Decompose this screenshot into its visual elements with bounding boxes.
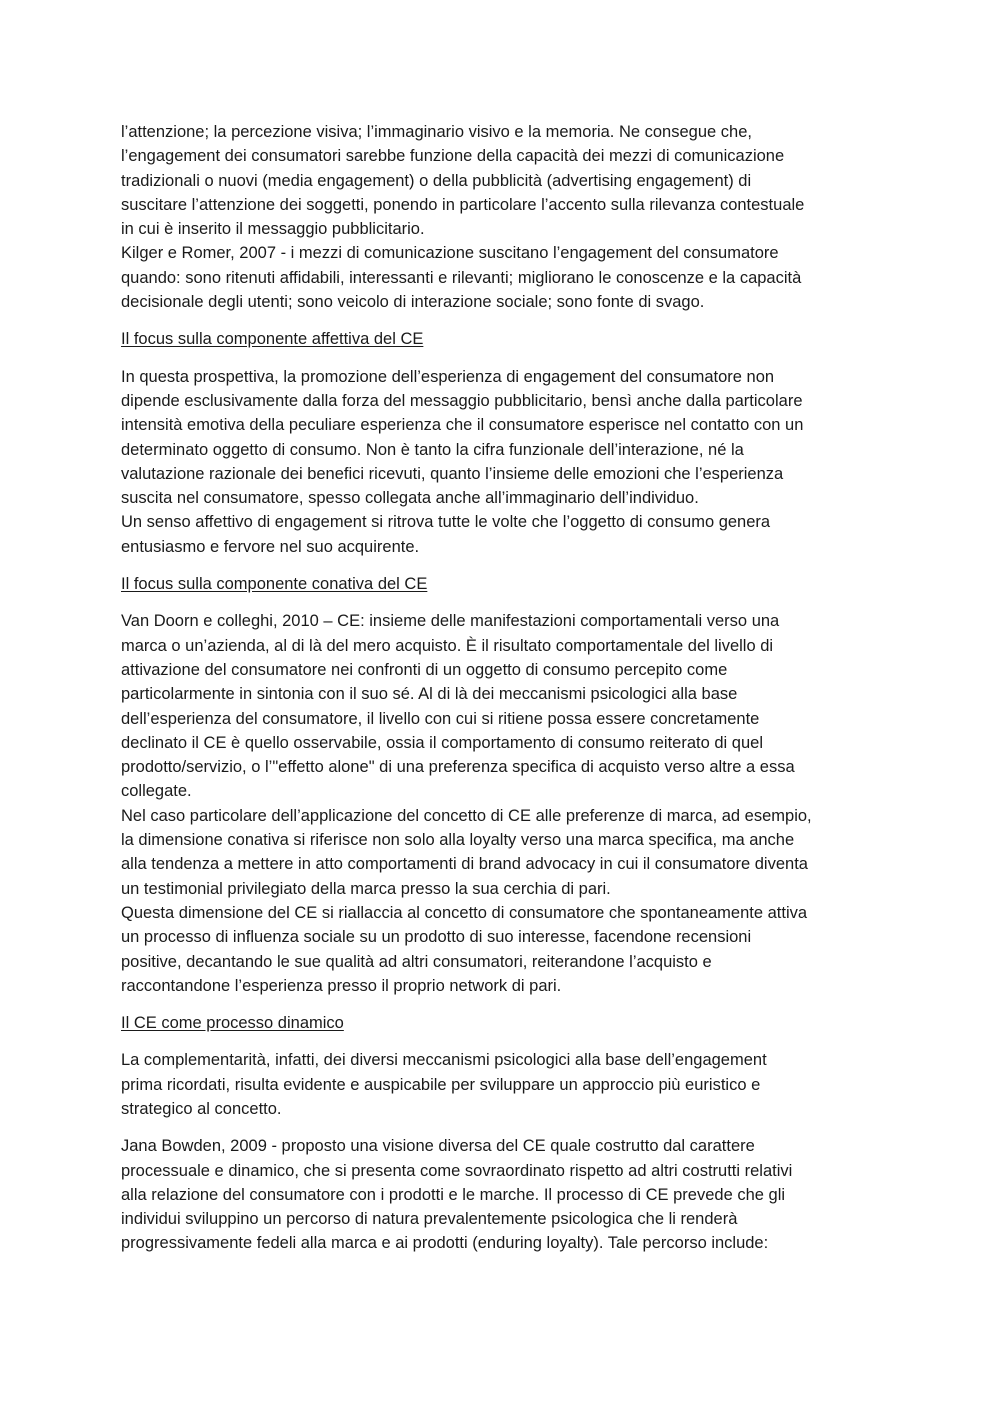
paragraph-media-engagement bbox=[121, 120, 881, 314]
text-line: Van Doorn e colleghi, 2010 – CE: insieme delle manifestazioni comportamentali verso una bbox=[121, 612, 780, 631]
text-line: collegate. bbox=[121, 782, 192, 801]
text-line: entusiasmo e fervore nel suo acquirente. bbox=[121, 537, 420, 556]
text-line: alla relazione del consumatore con i prodotti e le marche. Il processo di CE prevede che gli bbox=[121, 1185, 786, 1204]
text-line: marca o un’azienda, al di là del mero acquisto. È il risultato comportamentale del livello di bbox=[121, 636, 774, 655]
document-page bbox=[121, 120, 881, 1256]
paragraph-complementarity bbox=[121, 1048, 881, 1121]
text-line: Jana Bowden, 2009 - proposto una visione diversa del CE quale costrutto dal carattere bbox=[121, 1137, 755, 1156]
text-line: In questa prospettiva, la promozione dell’esperienza di engagement del consumatore non bbox=[121, 367, 775, 386]
text-line: processuale e dinamico, che si presenta come sovraordinato rispetto ad altri costrutti relativi bbox=[121, 1161, 793, 1180]
text-line: l’attenzione; la percezione visiva; l’immaginario visivo e la memoria. Ne consegue che, bbox=[121, 123, 752, 141]
text-line: positive, decantando le sue qualità ad altri consumatori, reiterandone l’acquisto e bbox=[121, 952, 712, 971]
text-line: Un senso affettivo di engagement si ritrova tutte le volte che l’oggetto di consumo genera bbox=[121, 513, 771, 532]
paragraph-conative bbox=[121, 609, 881, 998]
text-line: strategico al concetto. bbox=[121, 1099, 282, 1118]
section-heading-conative: Il focus sulla componente conativa del CE bbox=[121, 575, 428, 594]
text-line: Questa dimensione del CE si riallaccia al concetto di consumatore che spontaneamente attiva bbox=[121, 903, 808, 922]
text-line: intensità emotiva della peculiare esperienza che il consumatore esperisce nel contatto con un bbox=[121, 416, 804, 435]
text-line: suscitare l’attenzione dei soggetti, ponendo in particolare l’accento sulla rilevanza contestuale bbox=[121, 195, 805, 214]
text-line: progressivamente fedeli alla marca e ai prodotti (enduring loyalty). Tale percorso include: bbox=[121, 1234, 769, 1253]
text-line: tradizionali o nuovi (media engagement) o della pubblicità (advertising engagement) di bbox=[121, 171, 752, 190]
text-line: alla tendenza a mettere in atto comportamenti di brand advocacy in cui il consumatore diventa bbox=[121, 855, 808, 874]
text-line: prima ricordati, risulta evidente e auspicabile per sviluppare un approccio più euristico e bbox=[121, 1075, 761, 1094]
text-line: Kilger e Romer, 2007 - i mezzi di comunicazione suscitano l’engagement del consumatore bbox=[121, 244, 779, 263]
text-line: l’engagement dei consumatori sarebbe funzione della capacità dei mezzi di comunicazione bbox=[121, 147, 785, 166]
text-line: quando: sono ritenuti affidabili, interessanti e rilevanti; migliorano le conoscenze e la capacità bbox=[121, 268, 802, 287]
text-line: in cui è inserito il messaggio pubblicitario. bbox=[121, 220, 425, 239]
text-line: la dimensione conativa si riferisce non solo alla loyalty verso una marca specifica, ma anche bbox=[121, 831, 795, 850]
text-line: declinato il CE è quello osservabile, ossia il comportamento di consumo reiterato di quel bbox=[121, 733, 764, 752]
text-line: un processo di influenza sociale su un prodotto di suo interesse, facendone recensioni bbox=[121, 928, 752, 947]
text-line: valutazione razionale dei benefici ricevuti, quanto l’insieme delle emozioni che l’esperienza bbox=[121, 464, 784, 483]
text-line: un testimonial privilegiato della marca presso la sua cerchia di pari. bbox=[121, 879, 611, 898]
section-heading-affective: Il focus sulla componente affettiva del CE bbox=[121, 330, 424, 349]
section-heading-dynamic: Il CE come processo dinamico bbox=[121, 1014, 344, 1033]
text-line: prodotto/servizio, o l’"effetto alone" di una preferenza specifica di acquisto verso altre a essa bbox=[121, 758, 795, 777]
text-line: individui sviluppino un percorso di natura prevalentemente psicologica che li renderà bbox=[121, 1210, 738, 1229]
paragraph-affective bbox=[121, 365, 881, 559]
text-line: dell’esperienza del consumatore, il livello con cui si ritiene possa essere concretamente bbox=[121, 709, 760, 728]
text-line: raccontandone l’esperienza presso il proprio network di pari. bbox=[121, 976, 562, 995]
text-line: particolarmente in sintonia con il suo sé. Al di là dei meccanismi psicologici alla base bbox=[121, 685, 738, 704]
text-line: decisionale degli utenti; sono veicolo di interazione sociale; sono fonte di svago. bbox=[121, 293, 705, 312]
text-line: suscita nel consumatore, spesso collegata anche all’immaginario dell’individuo. bbox=[121, 489, 699, 508]
text-line: La complementarità, infatti, dei diversi meccanismi psicologici alla base dell’engagement bbox=[121, 1051, 767, 1070]
text-line: Nel caso particolare dell’applicazione del concetto di CE alle preferenze di marca, ad esempio, bbox=[121, 806, 812, 825]
text-line: determinato oggetto di consumo. Non è tanto la cifra funzionale dell’interazione, né la bbox=[121, 440, 744, 459]
text-line: attivazione del consumatore nei confronti di un oggetto di consumo percepito come bbox=[121, 660, 728, 679]
paragraph-bowden bbox=[121, 1134, 881, 1255]
text-line: dipende esclusivamente dalla forza del messaggio pubblicitario, bensì anche dalla particolare bbox=[121, 391, 803, 410]
